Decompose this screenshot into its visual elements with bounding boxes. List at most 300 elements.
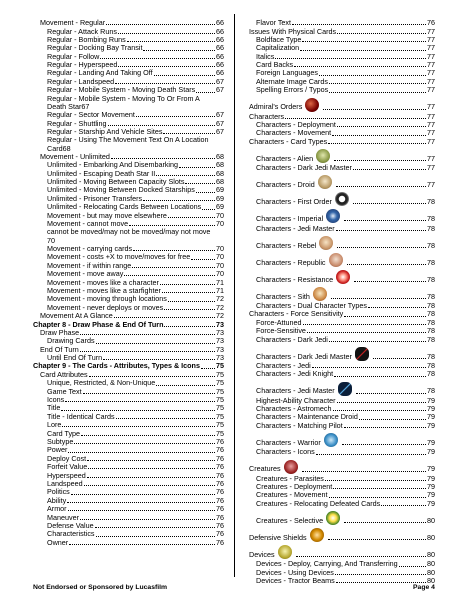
- toc-page-number: 77: [427, 102, 435, 112]
- leader-dots: [332, 135, 426, 136]
- toc-entry-title: Admiral's Orders: [249, 102, 303, 112]
- toc-page-number: 70: [216, 252, 224, 262]
- leader-dots: [80, 351, 215, 352]
- leader-dots: [96, 343, 215, 344]
- toc-page-number: 69: [216, 185, 224, 195]
- sith-icon: [313, 287, 327, 301]
- toc-page-number: 79: [427, 490, 435, 500]
- toc-entry[interactable]: [33, 413, 224, 421]
- toc-entry-title: Title: [47, 403, 61, 413]
- toc-entry-title: Ability: [47, 495, 67, 505]
- toc-entry-title: Characters - Jedi Knight: [256, 369, 334, 379]
- leader-dots: [84, 485, 215, 486]
- toc-page-number: 76: [216, 537, 224, 547]
- toc-entry-title: Draw Phase: [40, 327, 80, 337]
- toc-page-number: 71: [216, 277, 224, 287]
- toc-page-number: 70: [216, 260, 224, 270]
- toc-entry-title: Movement - moves like a starfighter: [47, 285, 161, 295]
- toc-entry-title: Maneuver: [47, 512, 79, 522]
- toc-entry-title: Characters - First Order: [256, 197, 332, 207]
- toc-entry-title: Power: [47, 445, 68, 455]
- toc-left-column: [33, 19, 224, 547]
- leader-dots: [359, 419, 426, 420]
- leader-dots: [160, 284, 215, 285]
- toc-entry-title: Characters - Resistance: [256, 274, 334, 284]
- toc-page-number: 68: [62, 143, 71, 153]
- toc-entry[interactable]: [249, 509, 435, 525]
- toc-entry-title: Unlimited - Relocating Cards Between Locations: [47, 202, 202, 212]
- toc-entry-title: Characters - Astromech: [256, 404, 332, 414]
- toc-entry-title: cannot be moved/may not be moved/may not move: [47, 227, 211, 237]
- toc-page-number: 80: [427, 532, 435, 542]
- toc-entry[interactable]: [249, 251, 435, 267]
- toc-entry-title: Regular - Docking Bay Transit: [47, 43, 143, 53]
- toc-entry-title: Devices - Using Devices: [256, 567, 334, 577]
- toc-page-number: 77: [427, 76, 435, 86]
- leader-dots: [62, 426, 215, 427]
- toc-page-number: 69: [216, 202, 224, 212]
- toc-page-number: 67: [216, 126, 224, 136]
- dark-jedi-master-icon: [355, 347, 369, 361]
- leader-dots: [164, 326, 215, 327]
- toc-page-number: 78: [427, 274, 435, 284]
- leader-dots: [81, 435, 215, 436]
- toc-page-number: 75: [216, 420, 224, 430]
- toc-page-number: 77: [427, 51, 435, 61]
- leader-dots: [294, 66, 426, 67]
- toc-entry[interactable]: [33, 228, 224, 245]
- leader-dots: [115, 83, 215, 84]
- toc-entry-title: Until End Of Turn: [47, 353, 103, 363]
- toc-page-number: 78: [427, 309, 435, 319]
- leader-dots: [118, 33, 215, 34]
- leader-dots: [336, 230, 426, 231]
- toc-page-number: 73: [216, 353, 224, 363]
- leader-dots: [202, 209, 215, 210]
- toc-page-number: 75: [216, 361, 224, 371]
- leader-dots: [302, 471, 426, 472]
- toc-entry-title: Alternate Image Cards: [256, 76, 328, 86]
- toc-entry[interactable]: [249, 577, 435, 585]
- footer-page-number: Page 4: [413, 584, 435, 591]
- toc-page-number: 68: [216, 168, 224, 178]
- leader-dots: [399, 566, 426, 567]
- leader-dots: [335, 574, 426, 575]
- toc-entry-title: Characters - Dark Jedi Master: [256, 163, 352, 173]
- toc-entry[interactable]: [33, 396, 224, 404]
- toc-entry-title: Movement - carrying cards: [47, 244, 133, 253]
- toc-entry-title: Foreign Languages: [256, 68, 318, 78]
- toc-entry-title: Movement - but may move elsewhere: [47, 210, 167, 220]
- leader-dots: [118, 66, 215, 67]
- toc-right-column: [249, 19, 435, 585]
- leader-dots: [344, 316, 426, 317]
- toc-page-number: 76: [216, 478, 224, 488]
- leader-dots: [69, 544, 215, 545]
- toc-entry-title: Devices: [249, 549, 275, 559]
- toc-page-number: 80: [427, 549, 435, 559]
- toc-entry[interactable]: [249, 500, 435, 508]
- toc-entry-title: Landspeed: [47, 478, 83, 488]
- toc-entry[interactable]: [249, 224, 435, 232]
- toc-page-number: 79: [427, 498, 435, 508]
- toc-page-number: 67: [81, 101, 90, 111]
- leader-dots: [111, 158, 215, 159]
- toc-entry[interactable]: [249, 543, 435, 559]
- leader-dots: [103, 359, 215, 360]
- toc-entry-title: Force-Attuned: [256, 317, 302, 327]
- leader-dots: [156, 385, 215, 386]
- selective-icon: [326, 511, 340, 525]
- toc-entry[interactable]: [249, 380, 435, 396]
- toc-entry-title: Regular - Shuttling: [47, 118, 107, 128]
- toc-page-number: 80: [427, 567, 435, 577]
- toc-page-number: 76: [216, 520, 224, 530]
- leader-dots: [329, 497, 427, 498]
- toc-entry-line: [47, 136, 224, 144]
- toc-entry-title: Creatures - Deployment: [256, 482, 333, 492]
- toc-page-number: 78: [427, 223, 435, 233]
- toc-entry[interactable]: [249, 234, 435, 250]
- toc-page-number: 67: [216, 76, 224, 86]
- toc-page-number: 76: [216, 529, 224, 539]
- toc-entry-title: Card Attributes: [40, 369, 88, 379]
- toc-page-number: 77: [427, 180, 435, 190]
- toc-entry-title: Politics: [47, 487, 70, 497]
- toc-entry-title: Regular - Mobile System - Moving Death Stars: [47, 85, 196, 95]
- toc-entry-title: Flavor Text: [256, 18, 292, 28]
- leader-dots: [353, 203, 426, 204]
- toc-entry[interactable]: [249, 458, 435, 474]
- toc-page-number: 66: [216, 43, 224, 53]
- toc-entry-title: Characters - Jedi: [256, 360, 311, 370]
- toc-page-number: 76: [216, 453, 224, 463]
- toc-entry[interactable]: [249, 285, 435, 301]
- leader-dots: [285, 118, 426, 119]
- leader-dots: [368, 307, 426, 308]
- devices-icon: [278, 545, 292, 559]
- toc-entry[interactable]: [249, 207, 435, 223]
- toc-page-number: 77: [427, 153, 435, 163]
- leader-dots: [108, 125, 215, 126]
- toc-entry-title: Card Backs: [256, 60, 294, 70]
- leader-dots: [87, 477, 215, 478]
- toc-entry[interactable]: [249, 44, 435, 52]
- toc-page-number: 78: [427, 214, 435, 224]
- toc-page-number: 75: [216, 395, 224, 405]
- toc-entry-title: Movement - moving through locations: [47, 294, 167, 304]
- toc-page-number: 78: [427, 291, 435, 301]
- leader-dots: [124, 275, 215, 276]
- toc-page-number: 77: [427, 68, 435, 78]
- toc-entry-title: Defensive Shields: [249, 532, 307, 542]
- toc-entry-title: Italics: [256, 51, 275, 61]
- toc-page-number: 78: [427, 300, 435, 310]
- toc-page-number: 72: [216, 302, 224, 312]
- toc-entry[interactable]: [33, 95, 224, 112]
- leader-dots: [116, 418, 215, 419]
- toc-entry-title: Characters - Imperial: [256, 214, 324, 224]
- leader-dots: [312, 367, 426, 368]
- toc-entry-title: Devices - Deploy, Carrying, And Transferring: [256, 559, 398, 569]
- toc-page-number: 79: [427, 404, 435, 414]
- toc-entry-title: Movement - costs +X to move/moves for free: [47, 252, 191, 262]
- toc-entry-title: Unlimited - Prisoner Transfers: [47, 193, 143, 203]
- toc-page-number: 76: [216, 445, 224, 455]
- defensive-shields-icon: [310, 528, 324, 542]
- toc-page-number: 75: [216, 403, 224, 413]
- toc-entry-title: Characters - Droid: [256, 180, 315, 190]
- toc-page-number: 66: [216, 68, 224, 78]
- toc-entry[interactable]: [249, 138, 435, 146]
- toc-entry-title: Characters - Force Sensitivity: [249, 309, 344, 319]
- toc-page-number: 73: [216, 319, 224, 329]
- toc-page-number: 77: [427, 60, 435, 70]
- toc-entry-title: Unlimited - Moving Between Docked Starships: [47, 185, 195, 195]
- leader-dots: [191, 259, 215, 260]
- toc-entry-title: Defense Value: [47, 520, 94, 530]
- toc-page-number: 79: [427, 473, 435, 483]
- toc-entry-title: Creatures - Parasites: [256, 473, 324, 483]
- rebel-icon: [319, 236, 333, 250]
- toc-entry-title: Regular - Mobile System - Moving To Or From A: [47, 93, 200, 103]
- toc-entry[interactable]: [249, 448, 435, 456]
- leader-dots: [133, 250, 215, 251]
- toc-page-number: 66: [216, 26, 224, 36]
- toc-entry-title: Owner: [47, 537, 69, 547]
- toc-entry[interactable]: [249, 173, 435, 189]
- leader-dots: [275, 58, 426, 59]
- toc-page-number: 78: [427, 197, 435, 207]
- toc-entry-title: Characters - Dark Jedi: [256, 334, 328, 344]
- leader-dots: [333, 410, 427, 411]
- toc-entry[interactable]: [249, 335, 435, 343]
- toc-page-number: 73: [216, 336, 224, 346]
- toc-entry-title: Chapter 9 - The Cards - Attributes, Types & Icons: [33, 361, 200, 371]
- toc-page-number: 78: [427, 369, 435, 379]
- leader-dots: [337, 247, 426, 248]
- leader-dots: [296, 556, 426, 557]
- toc-page-number: 75: [216, 411, 224, 421]
- leader-dots: [143, 50, 215, 51]
- leader-dots: [353, 169, 426, 170]
- leader-dots: [329, 83, 426, 84]
- toc-page-number: 76: [216, 495, 224, 505]
- leader-dots: [307, 332, 426, 333]
- leader-dots: [127, 41, 215, 42]
- toc-entry-title: Characters - Dark Jedi Master: [256, 351, 352, 361]
- toc-entry-title: Regular - Using The Movement Text On A Location: [47, 135, 209, 145]
- toc-entry-title: Regular - Attack Runs: [47, 26, 117, 36]
- leader-dots: [323, 109, 426, 110]
- toc-page-number: 75: [216, 378, 224, 388]
- toc-page-number: 68: [216, 151, 224, 161]
- toc-entry-title: Characters - Alien: [256, 153, 314, 163]
- leader-dots: [61, 410, 215, 411]
- leader-dots: [96, 536, 215, 537]
- toc-page-number: 67: [216, 85, 224, 95]
- toc-entry-title: Unique, Restricted, & Non-Unique: [47, 378, 156, 388]
- toc-page-number: 68: [216, 160, 224, 170]
- toc-entry-title: Drawing Cards: [47, 336, 95, 346]
- leader-dots: [316, 454, 426, 455]
- leader-dots: [65, 401, 215, 402]
- toc-entry-title: Characters - Movement: [256, 128, 332, 138]
- toc-entry-title: Characteristics: [47, 529, 95, 539]
- toc-entry[interactable]: [249, 268, 435, 284]
- toc-page-number: 73: [216, 327, 224, 337]
- toc-entry-title: Boldface Type: [256, 34, 302, 44]
- toc-entry-title: Movement - if within range: [47, 260, 132, 270]
- toc-entry-title: Icons: [47, 395, 65, 405]
- leader-dots: [373, 358, 426, 359]
- toc-entry[interactable]: [249, 86, 435, 94]
- leader-dots: [337, 33, 426, 34]
- toc-page-number: 78: [427, 351, 435, 361]
- leader-dots: [325, 480, 426, 481]
- toc-entry[interactable]: [249, 370, 435, 378]
- toc-entry-title: Force-Sensitive: [256, 326, 306, 336]
- leader-dots: [329, 341, 426, 342]
- toc-entry-title: Characters - Jedi Master: [256, 386, 335, 396]
- toc-page-number: 66: [216, 34, 224, 44]
- toc-entry-line: [47, 228, 224, 236]
- toc-page-number: 70: [216, 219, 224, 229]
- toc-entry-title: Movement - cannot move: [47, 219, 129, 229]
- toc-entry-title: Characters - Icons: [256, 447, 315, 457]
- admiral-orders-icon: [305, 98, 319, 112]
- imperial-icon: [326, 209, 340, 223]
- toc-entry[interactable]: [249, 422, 435, 430]
- toc-page-number: 67: [216, 110, 224, 120]
- toc-entry-title: Characters - Warrior: [256, 437, 321, 447]
- toc-entry-title: Characters - Card Types: [249, 136, 328, 146]
- toc-page-number: 76: [216, 470, 224, 480]
- leader-dots: [300, 50, 426, 51]
- leader-dots: [331, 298, 426, 299]
- leader-dots: [179, 167, 215, 168]
- toc-entry-title: Movement - moves like a character: [47, 277, 159, 287]
- toc-page-number: 77: [427, 26, 435, 36]
- toc-entry-title: Regular - Landspeed: [47, 76, 115, 86]
- toc-page-number: 76: [216, 436, 224, 446]
- toc-entry-title: Characters - Jedi Master: [256, 223, 335, 233]
- toc-entry-title: Characters: [249, 111, 285, 121]
- leader-dots: [106, 24, 215, 25]
- toc-entry-title: Characters - Maintenance Droid: [256, 412, 358, 422]
- toc-page-number: 80: [427, 559, 435, 569]
- toc-entry-title: Regular - Landing And Taking Off: [47, 68, 153, 78]
- toc-page-number: 78: [427, 386, 435, 396]
- leader-dots: [68, 452, 215, 453]
- toc-entry-title: Characters - Matching Pilot: [256, 420, 343, 430]
- toc-page-number: 79: [427, 412, 435, 422]
- toc-entry[interactable]: [249, 164, 435, 172]
- leader-dots: [68, 510, 215, 511]
- toc-page-number: 78: [427, 360, 435, 370]
- toc-entry-title: Characters - Sith: [256, 291, 310, 301]
- toc-page-number: 72: [216, 311, 224, 321]
- leader-dots: [337, 126, 426, 127]
- toc-entry-title: Card Type: [47, 428, 81, 438]
- toc-page-number: 78: [427, 257, 435, 267]
- leader-dots: [154, 75, 215, 76]
- toc-page-number: 78: [427, 240, 435, 250]
- toc-page-number: 79: [427, 447, 435, 457]
- leader-dots: [356, 393, 426, 394]
- leader-dots: [129, 225, 215, 226]
- toc-entry[interactable]: [249, 431, 435, 447]
- jedi-master-icon: [338, 382, 352, 396]
- toc-page-number: 78: [427, 326, 435, 336]
- toc-entry[interactable]: [249, 190, 435, 206]
- toc-entry[interactable]: [33, 539, 224, 547]
- toc-entry[interactable]: [249, 345, 435, 361]
- toc-entry[interactable]: [33, 136, 224, 153]
- droid-icon: [318, 175, 332, 189]
- toc-page-number: 77: [427, 85, 435, 95]
- toc-page-number: 76: [216, 487, 224, 497]
- toc-entry-title: Spelling Errors / Typos: [256, 85, 329, 95]
- toc-entry-title: Chapter 8 - Draw Phase & End Of Turn: [33, 319, 164, 329]
- toc-entry[interactable]: [249, 526, 435, 542]
- toc-entry-title: Regular - Sector Movement: [47, 110, 135, 120]
- leader-dots: [67, 502, 215, 503]
- leader-dots: [100, 58, 215, 59]
- creatures-icon: [284, 460, 298, 474]
- toc-entry-title: Capitalization: [256, 43, 300, 53]
- resistance-icon: [336, 270, 350, 284]
- toc-entry[interactable]: [249, 147, 435, 163]
- toc-page-number: 79: [427, 437, 435, 447]
- leader-dots: [80, 334, 215, 335]
- toc-entry[interactable]: [249, 96, 435, 112]
- leader-dots: [156, 175, 215, 176]
- leader-dots: [87, 460, 215, 461]
- toc-entry-title: Movement - never deploys or moves: [47, 302, 164, 312]
- leader-dots: [344, 220, 426, 221]
- toc-page-number: 67: [216, 118, 224, 128]
- toc-page-number: 70: [216, 269, 224, 279]
- leader-dots: [344, 522, 426, 523]
- toc-entry-title: Movement - Regular: [40, 18, 106, 28]
- leader-dots: [71, 494, 215, 495]
- leader-dots: [196, 92, 215, 93]
- toc-entry-title: Characters - Dual Character Types: [256, 300, 367, 310]
- leader-dots: [336, 186, 426, 187]
- leader-dots: [302, 41, 426, 42]
- toc-entry-title: Unlimited - Escaping Death Star II: [47, 168, 156, 178]
- toc-entry-title: Lore: [47, 420, 62, 430]
- leader-dots: [342, 444, 426, 445]
- toc-entry-title-cont: Card: [47, 143, 63, 153]
- toc-entry-title: Highest-Ability Character: [256, 395, 336, 405]
- toc-page-number: 70: [216, 244, 224, 253]
- toc-entry-title: Creatures: [249, 464, 281, 474]
- warrior-icon: [324, 433, 338, 447]
- toc-page-number: 66: [216, 51, 224, 61]
- toc-entry-title: Deploy Cost: [47, 453, 87, 463]
- toc-entry-title: Movement At A Glance: [40, 311, 113, 321]
- toc-page-number: 73: [216, 344, 224, 354]
- toc-page-number: 68: [216, 177, 224, 187]
- toc-page-number: 79: [427, 420, 435, 430]
- toc-page-number: 80: [427, 515, 435, 525]
- toc-page-number: 77: [427, 120, 435, 130]
- toc-entry-title: Forfeit Value: [47, 462, 88, 472]
- toc-entry-title: Movement - move away: [47, 269, 124, 279]
- leader-dots: [334, 376, 426, 377]
